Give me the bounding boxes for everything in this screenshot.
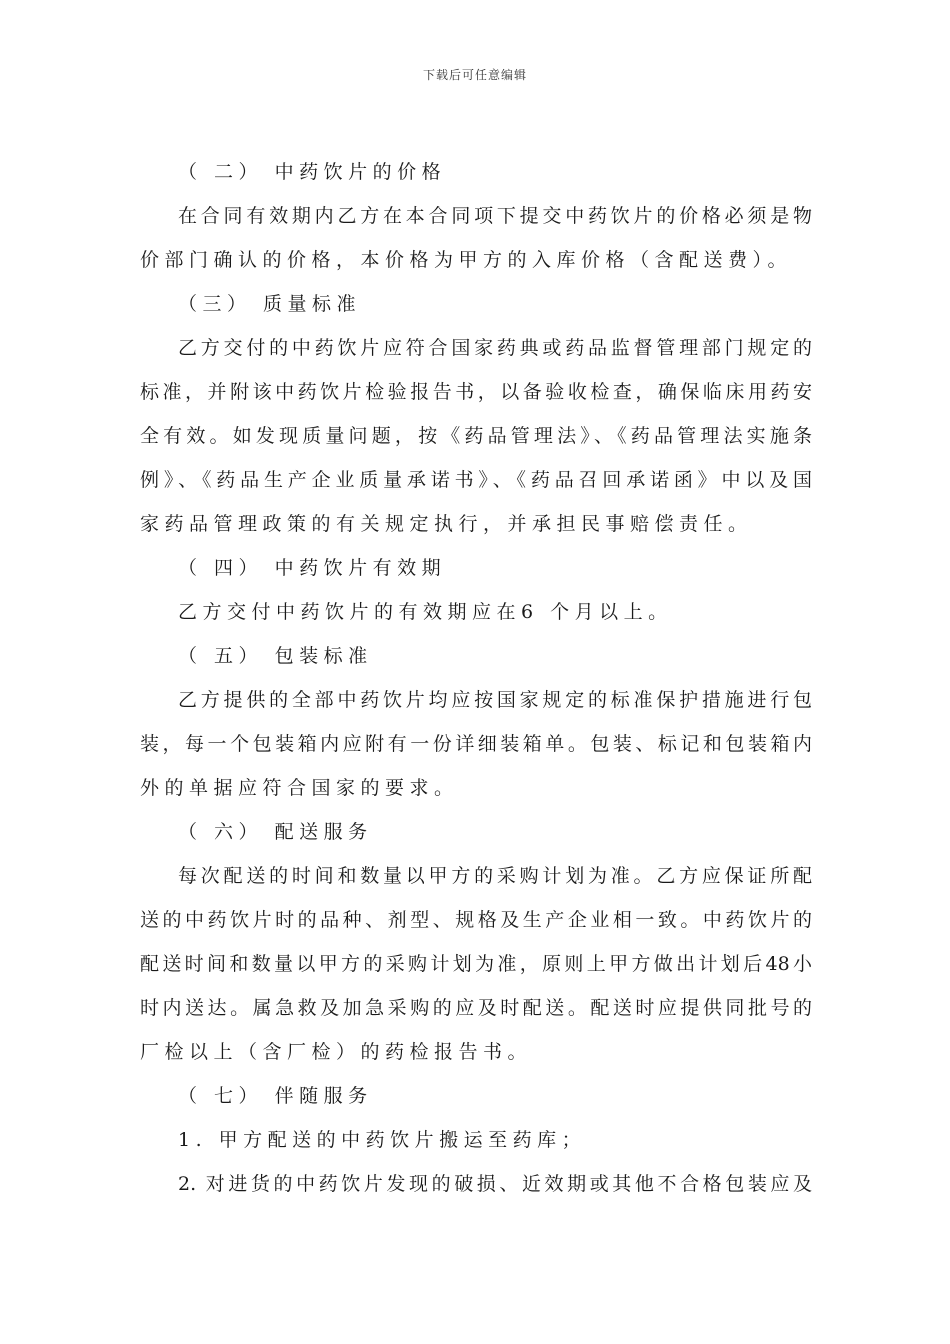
section-heading-price: （ 二） 中药饮片的价格 (178, 161, 447, 183)
document-body (140, 150, 812, 1206)
paragraph-line: 时内送达。属急救及加急采购的应及时配送。配送时应提供同批号的 (140, 997, 812, 1019)
paragraph-line: 乙方交付中药饮片的有效期应在6 个月以上。 (178, 601, 673, 623)
section-heading-delivery: （ 六） 配送服务 (178, 821, 373, 843)
paragraph-line: 厂检以上（含厂检）的药检报告书。 (140, 1041, 533, 1063)
paragraph-line: 配送时间和数量以甲方的采购计划为准，原则上甲方做出计划后48小 (140, 953, 812, 975)
paragraph-line: 送的中药饮片时的品种、剂型、规格及生产企业相一致。中药饮片的 (140, 909, 812, 931)
list-item: 1. 甲方配送的中药饮片搬运至药库； (178, 1129, 587, 1151)
paragraph-line: 在合同有效期内乙方在本合同项下提交中药饮片的价格必须是物 (178, 205, 812, 227)
paragraph-line: 乙方交付的中药饮片应符合国家药典或药品监督管理部门规定的 (178, 337, 812, 359)
paragraph-line: 价部门确认的价格，本价格为甲方的入库价格（含配送费）。 (140, 249, 793, 271)
paragraph-line: 家药品管理政策的有关规定执行，并承担民事赔偿责任。 (140, 513, 753, 535)
paragraph-line: 标准，并附该中药饮片检验报告书，以备验收检查，确保临床用药安 (140, 381, 812, 403)
paragraph-line: 装，每一个包装箱内应附有一份详细装箱单。包装、标记和包装箱内 (140, 733, 812, 755)
paragraph-line: 例》、《药品生产企业质量承诺书》、《药品召回承诺函》中以及国 (140, 469, 812, 491)
section-heading-quality: （三） 质量标准 (178, 293, 362, 315)
section-heading-service: （ 七） 伴随服务 (178, 1085, 373, 1107)
section-heading-packaging: （ 五） 包装标准 (178, 645, 373, 667)
page-header-note: 下载后可任意编辑 (422, 68, 527, 82)
paragraph-line: 全有效。如发现质量问题，按《药品管理法》、《药品管理法实施条 (140, 425, 812, 447)
paragraph-line: 乙方提供的全部中药饮片均应按国家规定的标准保护措施进行包 (178, 689, 812, 711)
section-heading-validity: （ 四） 中药饮片有效期 (178, 557, 447, 579)
list-item: 2. 对进货的中药饮片发现的破损、近效期或其他不合格包装应及 (178, 1173, 812, 1195)
paragraph-line: 每次配送的时间和数量以甲方的采购计划为准。乙方应保证所配 (178, 865, 812, 887)
paragraph-line: 外的单据应符合国家的要求。 (140, 777, 459, 799)
